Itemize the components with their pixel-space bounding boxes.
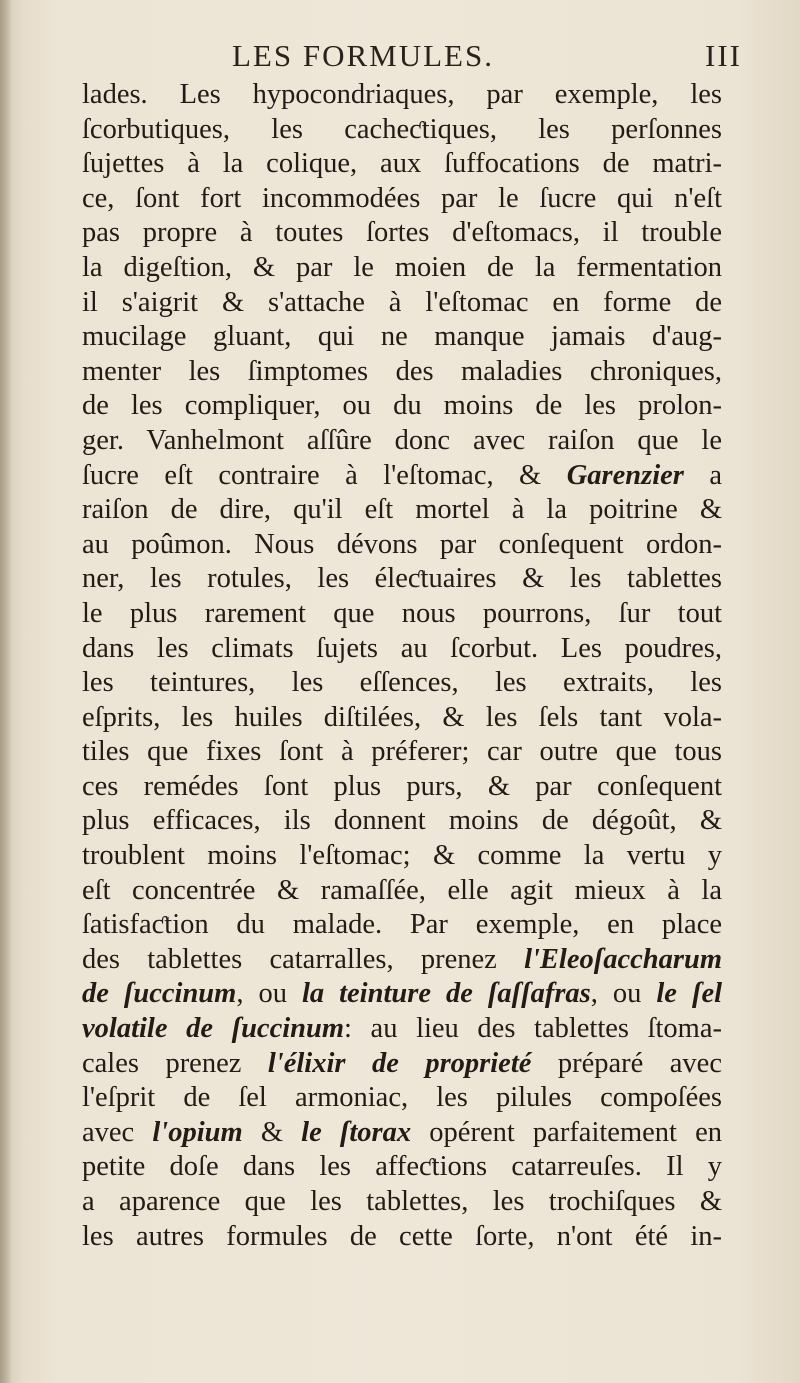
text-run: les autres formules de cette ſorte, n'ont été in- — [82, 1220, 722, 1252]
text-run: ſucre eſt contraire à l'eſtomac, & — [82, 459, 567, 491]
text-run: cales prenez — [82, 1047, 268, 1079]
text-run: l'eſprit de ſel armoniac, les pilules compoſées — [82, 1082, 722, 1114]
text-line — [82, 1116, 722, 1151]
italic-text: volatile de ſuccinum — [82, 1013, 345, 1045]
text-line — [82, 908, 722, 943]
text-run: ſujettes à la colique, aux ſuffocations de matri- — [82, 148, 722, 180]
text-line — [82, 977, 722, 1012]
text-line — [82, 1012, 722, 1047]
text-line — [82, 493, 722, 528]
text-run: mucilage gluant, qui ne manque jamais d'aug- — [82, 321, 722, 353]
text-line — [82, 874, 722, 909]
text-line — [82, 1081, 722, 1116]
running-head — [232, 38, 742, 78]
text-line — [82, 528, 722, 563]
running-title: LES FORMULES. — [232, 38, 494, 73]
italic-text: le ſtorax — [301, 1116, 412, 1148]
text-line — [82, 216, 722, 251]
text-run: de les compliquer, ou du moins de les prolon- — [82, 390, 722, 422]
text-run: ſcorbutiques, les cacheƈtiques, les perſonnes — [82, 113, 722, 145]
text-run: la digeſtion, & par le moien de la fermentation — [82, 251, 722, 283]
text-line — [82, 735, 722, 770]
italic-text: Garenzier — [566, 459, 684, 491]
text-run: les teintures, les eſſences, les extraits, les — [82, 667, 722, 699]
italic-text: de ſuccinum — [82, 978, 237, 1010]
text-run: ce, ſont fort incommodées par le ſucre qui n'eſt — [82, 182, 722, 214]
text-line — [82, 424, 722, 459]
italic-text: l'opium — [152, 1116, 243, 1148]
text-run: lades. Les hypocondriaques, par exemple, les — [82, 79, 722, 110]
text-run: tiles que fixes ſont à préferer; car outre que tous — [82, 736, 722, 768]
text-line — [82, 1047, 722, 1082]
text-line — [82, 562, 722, 597]
text-run: , ou — [590, 978, 657, 1010]
italic-text: le ſel — [656, 978, 723, 1010]
text-line — [82, 597, 722, 632]
italic-text: l'élixir de proprieté — [267, 1047, 532, 1079]
text-line — [82, 355, 722, 390]
text-run: avec — [82, 1116, 153, 1148]
text-run: plus efficaces, ils donnent moins de dégoût, & — [82, 805, 722, 837]
text-run: des tablettes catarralles, prenez — [82, 943, 525, 975]
text-run: il s'aigrit & s'attache à l'eſtomac en forme de — [82, 286, 722, 318]
text-line — [82, 632, 722, 667]
text-run: & — [242, 1116, 302, 1148]
text-run: opérent parfaitement en — [411, 1116, 722, 1148]
text-run: : au lieu des tablettes ſtoma- — [344, 1013, 722, 1045]
text-line — [82, 113, 722, 148]
text-line — [82, 459, 722, 494]
text-run: a aparence que les tablettes, les trochiſques & — [82, 1186, 722, 1217]
text-line — [82, 943, 722, 978]
italic-text: la teinture de ſaſſafras — [301, 978, 591, 1010]
text-run: ſatisfaƈtion du malade. Par exemple, en place — [82, 909, 722, 941]
text-run: eſt concentrée & ramaſſée, elle agit mieux à la — [82, 874, 722, 906]
text-run: raiſon de dire, qu'il eſt mortel à la poitrine & — [82, 494, 722, 526]
text-line — [82, 286, 722, 321]
text-run: pas propre à toutes ſortes d'eſtomacs, il trouble — [82, 217, 722, 249]
text-line — [82, 1150, 722, 1185]
text-run: petite doſe dans les affeƈtions catarreuſes. Il y — [82, 1151, 722, 1183]
text-run: menter les ſimptomes des maladies chroniques, — [82, 355, 722, 387]
text-line — [82, 389, 722, 424]
text-line — [82, 182, 722, 217]
text-line — [82, 78, 722, 113]
page-number: III — [705, 38, 742, 73]
text-run: ger. Vanhelmont aſſûre donc avec raiſon que le — [82, 424, 722, 456]
text-line — [82, 320, 722, 355]
body-text — [82, 78, 722, 1254]
text-run: eſprits, les huiles diſtilées, & les ſels tant vola- — [82, 701, 722, 733]
text-run: au poûmon. Nous dévons par conſequent ordon- — [82, 528, 722, 560]
text-run: dans les climats ſujets au ſcorbut. Les poudres, — [82, 632, 722, 664]
text-line — [82, 666, 722, 701]
text-line — [82, 839, 722, 874]
text-line — [82, 147, 722, 182]
text-run: le plus rarement que nous pourrons, ſur tout — [82, 597, 722, 629]
text-run: ces remédes ſont plus purs, & par conſequent — [82, 770, 722, 802]
text-line — [82, 804, 722, 839]
page-gutter-shadow — [0, 0, 12, 1383]
text-line — [82, 701, 722, 736]
text-run: préparé avec — [531, 1047, 722, 1079]
italic-text: l'Eleoſaccharum — [524, 943, 722, 975]
text-run: ner, les rotules, les éleƈtuaires & les tablettes — [82, 563, 722, 595]
text-line — [82, 251, 722, 286]
text-line — [82, 770, 722, 805]
text-run: , ou — [236, 978, 302, 1010]
text-line — [82, 1220, 722, 1255]
text-line — [82, 1185, 722, 1220]
text-run: a — [683, 459, 722, 491]
text-run: troublent moins l'eſtomac; & comme la vertu y — [82, 840, 722, 872]
